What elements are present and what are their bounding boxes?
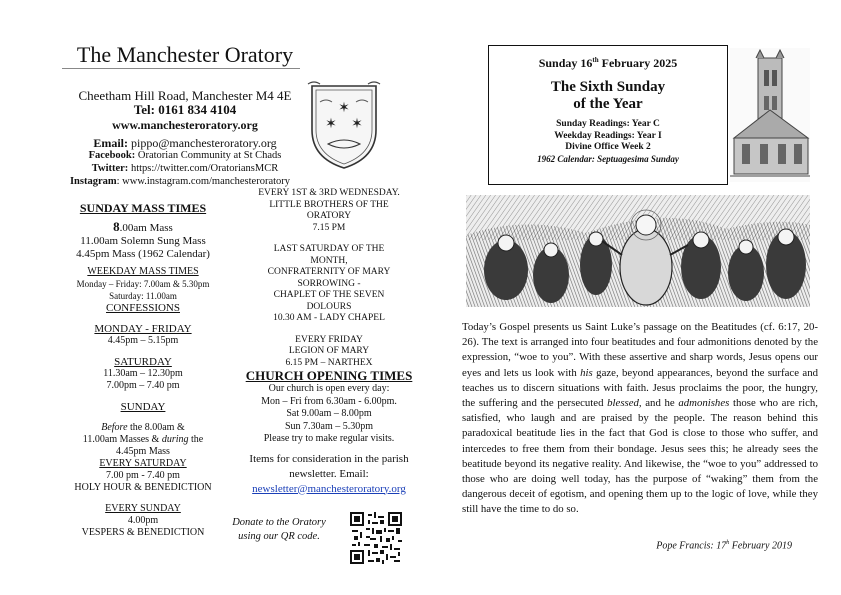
liturgy-date-sup: th: [592, 56, 599, 64]
signature-post: February 2019: [729, 540, 792, 552]
oratory-crest-icon: [306, 78, 382, 170]
instagram-link[interactable]: : www.instagram.com/manchesteroratory: [116, 176, 291, 187]
sunday-confession-3: 4.45pm Mass: [116, 446, 170, 457]
telephone: Tel: 0161 834 4104: [133, 102, 237, 117]
every-sunday-event: VESPERS & BENEDICTION: [81, 527, 205, 538]
readings-sunday: Sunday Readings: Year C: [556, 119, 660, 129]
svg-text:✶: ✶: [325, 117, 337, 132]
donate-text: [224, 516, 334, 544]
liturgy-box: [488, 45, 728, 185]
sunday-mass-1-digit: 8: [113, 219, 120, 234]
svg-text:✶: ✶: [351, 117, 363, 132]
event-line-8: SORROWING -: [297, 278, 361, 289]
title-divider: [62, 68, 300, 69]
email-line: [60, 136, 310, 151]
sunday-confession-1: [38, 422, 248, 434]
liturgy-date: [489, 56, 727, 71]
divine-office: Divine Office Week 2: [565, 142, 651, 152]
sunday-during-rest: the: [188, 434, 204, 445]
twitter-line: [60, 163, 310, 174]
event-line-3: ORATORY: [306, 211, 352, 221]
event-line-4: 7.15 PM: [312, 222, 346, 233]
saturday-time1: 11.30am – 12.30pm: [103, 368, 183, 379]
gospel-reflection: [462, 320, 818, 518]
reflection-part-1: Today’s Gospel presents us Saint Luke’s passage on the Beatitudes (cf. 6:17, 20-26). The text is arranged into four beatitudes and four admonitions denoted by the expression, “woe to you”. With these assertive and sharp words, Jesus opens our eyes and lets us look with: [462, 321, 818, 379]
opening-line-4: Sun 7.30am – 5.30pm: [284, 420, 374, 432]
newsletter-line-2: newsletter. Email:: [289, 467, 369, 480]
sunday-before: Before: [101, 422, 128, 433]
calendar-1962: 1962 Calendar: Septuagesima Sunday: [537, 153, 679, 164]
sunday-before-rest: the 8.00am &: [127, 422, 185, 433]
email-label: Email:: [93, 136, 128, 150]
donate-line-2: using our QR code.: [238, 531, 320, 542]
monfri-time: 4.45pm – 5.15pm: [107, 335, 179, 346]
event-line-9: CHAPLET OF THE SEVEN: [273, 290, 385, 300]
event-line-13: LEGION OF MARY: [288, 346, 370, 356]
signature-sup: h: [726, 540, 730, 546]
sunday-mass-1-rest: .00am Mass: [119, 222, 173, 234]
sunday-mass-heading: SUNDAY MASS TIMES: [79, 201, 207, 215]
every-sunday-heading: EVERY SUNDAY: [105, 503, 181, 514]
liturgy-date-pre: Sunday 16: [538, 56, 593, 70]
every-saturday-heading: EVERY SATURDAY: [99, 458, 187, 469]
event-line-7: CONFRATERNITY OF MARY: [267, 267, 391, 277]
confessions-heading: CONFESSIONS: [106, 302, 180, 314]
sunday-mass-3: 4.45pm Mass (1962 Calendar): [76, 248, 210, 260]
event-line-6: MONTH,: [310, 255, 348, 266]
qr-code-icon[interactable]: [350, 512, 402, 564]
saturday-time2: 7.00pm – 7.40 pm: [106, 380, 180, 391]
event-line-2: LITTLE BROTHERS OF THE: [269, 199, 389, 210]
reflection-part-3: and he: [641, 397, 679, 410]
email-link[interactable]: pippo@manchesteroratory.org: [130, 136, 277, 150]
weekday-mass-line2: Saturday: 11.00am: [109, 291, 177, 301]
event-line-11: 10.30 AM - LADY CHAPEL: [273, 313, 385, 323]
every-saturday-event: HOLY HOUR & BENEDICTION: [74, 482, 212, 493]
event-line-12: EVERY FRIDAY: [295, 334, 363, 345]
reflection-italic-3: admonishes: [678, 397, 730, 410]
weekday-mass-heading: WEEKDAY MASS TIMES: [87, 266, 199, 277]
donate-line-1: Donate to the Oratory: [232, 517, 326, 528]
signature-pre: Pope Francis: 17: [656, 540, 727, 552]
page-title: The Manchester Oratory: [76, 42, 294, 67]
instagram-line: [40, 176, 320, 187]
facebook-line: [60, 150, 310, 161]
reflection-signature: [560, 540, 792, 551]
sunday-confession-2: [38, 434, 248, 446]
mass-times-column: [38, 202, 248, 539]
sunday-during: during: [161, 434, 189, 445]
sermon-engraving-icon: [466, 195, 810, 307]
sunday-mass-2: 11.00am Solemn Sung Mass: [80, 235, 206, 247]
church-engraving-icon: [730, 48, 810, 182]
weekday-mass-line1: Monday – Friday: 7.00am & 5.30pm: [76, 279, 210, 289]
twitter-link[interactable]: https://twitter.com/OratoriansMCR: [130, 163, 279, 174]
saturday-heading: SATURDAY: [114, 356, 172, 368]
every-saturday-time: 7.00 pm - 7.40 pm: [106, 470, 180, 481]
newsletter-line-1: Items for consideration in the parish: [249, 452, 409, 465]
event-line-1: EVERY 1ST & 3RD WEDNESDAY.: [258, 188, 400, 198]
opening-line-5: Please try to make regular visits.: [263, 433, 395, 444]
sunday-mass-1: [38, 220, 248, 235]
newsletter-email-link[interactable]: newsletter@manchesteroratory.org: [252, 482, 406, 495]
facebook-label: Facebook:: [88, 150, 136, 161]
sunday-heading: SUNDAY: [120, 401, 166, 413]
website[interactable]: www.manchesteroratory.org: [112, 118, 258, 132]
reflection-part-4: those who are rich, satisfied, who laugh and are praised by the people. The reason behind this paradoxical beatitude lies in the fact that God is close to those who suffer, and intercedes to free them from their bondage. Jesus sees this; he already sees the beatitude beyond its negative reality. And likewise, the “woe to you” addressed to those who are doing well today, has the purpose of “waking” them from the dangerous deceit of egotism, and opening them up to the logic of love, while they still have the time to do so.: [462, 397, 818, 516]
event-line-10: DOLOURS: [306, 301, 352, 312]
twitter-label: Twitter:: [91, 163, 129, 174]
liturgy-title-1: The Sixth Sunday: [550, 79, 666, 95]
opening-line-3: Sat 9.00am – 8.00pm: [286, 408, 372, 419]
opening-line-2: Mon – Fri from 6.30am - 6.00pm.: [261, 395, 397, 407]
opening-line-1: Our church is open every day:: [268, 383, 390, 394]
reflection-italic-2: blessed,: [607, 397, 642, 410]
instagram-label: Instagram: [69, 176, 117, 187]
reflection-part-2: gaze, beyond appearances, beyond the surface and teaches us to discern situations with faith. Jesus proclaims the poor, the hungry, the suffering and the persecuted: [462, 366, 818, 410]
every-sunday-time: 4.00pm: [127, 515, 159, 526]
liturgy-date-post: February 2025: [598, 56, 678, 70]
monfri-heading: MONDAY - FRIDAY: [94, 323, 192, 335]
event-line-14: 6.15 PM – NARTHEX: [285, 357, 373, 368]
opening-times-heading: CHURCH OPENING TIMES: [245, 368, 413, 383]
address: Cheetham Hill Road, Manchester M4 4E: [78, 88, 292, 103]
event-line-5: LAST SATURDAY OF THE: [273, 244, 385, 254]
facebook-value: Oratorian Community at St Chads: [137, 150, 282, 161]
svg-text:✶: ✶: [338, 101, 350, 116]
events-column: [240, 188, 418, 497]
readings-weekday: Weekday Readings: Year I: [554, 130, 662, 141]
liturgy-title-2: of the Year: [573, 96, 643, 112]
reflection-italic-1: his: [580, 366, 593, 379]
sunday-during-pre: 11.00am Masses &: [82, 434, 162, 445]
